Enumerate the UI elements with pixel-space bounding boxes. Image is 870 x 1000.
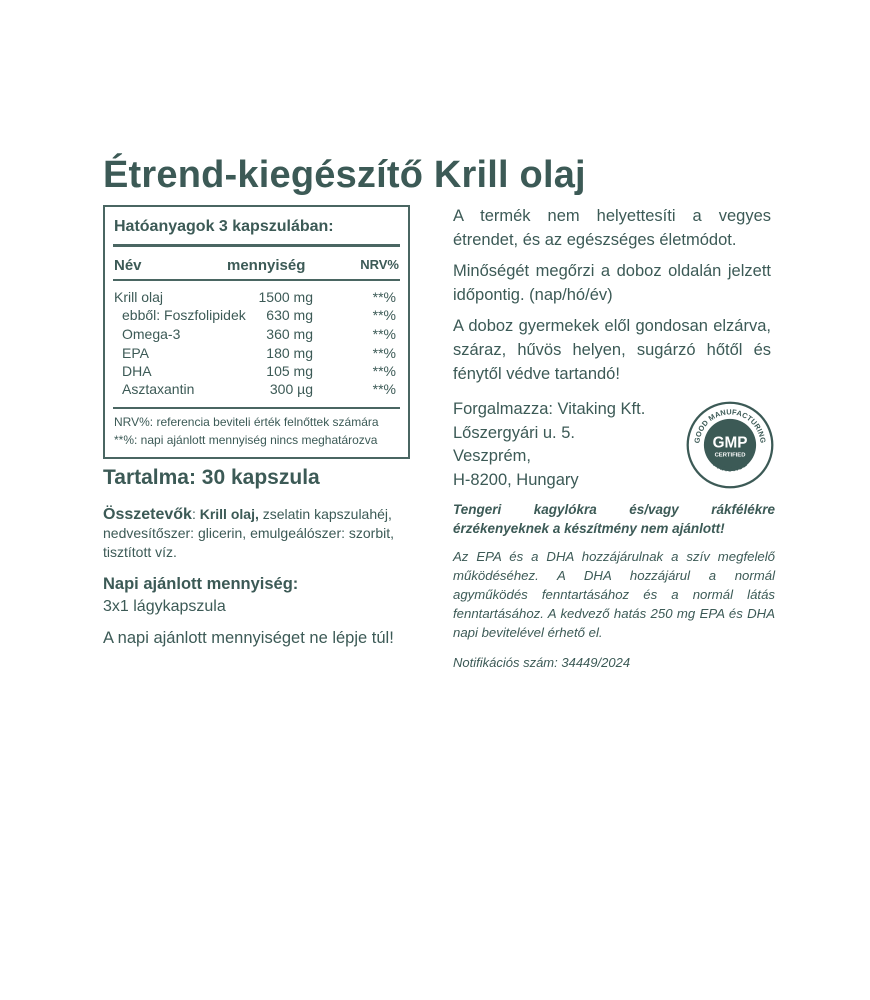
table-rule-header	[113, 279, 400, 281]
row-amount: 180 mg	[266, 345, 313, 361]
gmp-sub-text: CERTIFIED	[714, 452, 746, 459]
row-name: DHA	[122, 363, 152, 379]
contents-heading: Tartalma: 30 kapszula	[103, 466, 320, 489]
nutrition-heading: Hatóanyagok 3 kapszulában:	[114, 218, 334, 235]
table-rule-top	[113, 244, 400, 247]
table-rule-bottom	[113, 407, 400, 409]
storage-notice: A doboz gyermekek elől gondosan elzárva, száraz, hűvös helyen, sugárzó hőtől és fénytől védve tartandó!	[453, 317, 771, 383]
row-amount: 300 µg	[269, 381, 313, 397]
row-nrv: **%	[372, 307, 396, 323]
gmp-badge-icon	[685, 400, 775, 490]
ingredients-label: Összetevők	[103, 506, 192, 523]
row-nrv: **%	[372, 345, 396, 361]
row-name: ebből: Foszfolipidek	[122, 307, 246, 323]
row-nrv: **%	[372, 289, 396, 305]
nutrition-column-headers	[114, 257, 399, 277]
dosage-warning: A napi ajánlott mennyiséget ne lépje túl!	[103, 629, 394, 647]
gmp-top-text: GOOD MANUFACTURING	[692, 407, 768, 444]
row-amount: 1500 mg	[258, 289, 313, 305]
nrv-undefined-footnote: **%: napi ajánlott mennyiség nincs meghatározva	[114, 433, 378, 447]
row-amount: 105 mg	[266, 363, 313, 379]
expiry-notice: Minőségét megőrzi a doboz oldalán jelzett időpontig. (nap/hó/év)	[453, 262, 771, 304]
row-name: Asztaxantin	[122, 381, 195, 397]
distributor-city: Veszprém,	[453, 447, 531, 465]
table-row	[114, 381, 399, 399]
gmp-bottom-text: PRACTICE	[711, 459, 749, 474]
row-amount: 360 mg	[266, 326, 313, 342]
dosage-heading: Napi ajánlott mennyiség:	[103, 575, 299, 593]
product-title: Étrend-kiegészítő Krill olaj	[103, 154, 586, 196]
table-row	[114, 363, 399, 381]
column-amount: mennyiség	[227, 257, 306, 274]
notification-number: Notifikációs szám: 34449/2024	[453, 655, 631, 670]
ingredients-highlight: Krill olaj,	[199, 506, 259, 522]
allergy-warning: Tengeri kagylókra és/vagy rákfélékre érzékenyeknek a készítmény nem ajánlott!	[453, 502, 775, 536]
row-name: EPA	[122, 345, 149, 361]
row-nrv: **%	[372, 363, 396, 379]
row-name: Omega-3	[122, 326, 181, 342]
ingredients-text: zselatin kapszulahéj, nedvesítőszer: glicerin, emulgeálószer: szorbit, tisztított víz.	[103, 506, 395, 560]
ingredients-colon: :	[191, 506, 200, 522]
row-name: Krill olaj	[114, 289, 164, 305]
left-column	[103, 205, 421, 459]
row-nrv: **%	[372, 381, 396, 397]
table-row	[114, 307, 399, 325]
nutrition-table	[103, 205, 410, 459]
table-row	[114, 345, 399, 363]
table-row	[114, 326, 399, 344]
row-nrv: **%	[372, 326, 396, 342]
row-amount: 630 mg	[266, 307, 313, 323]
table-row	[114, 289, 399, 307]
distributor-name: Forgalmazza: Vitaking Kft.	[453, 400, 646, 418]
nrv-footnote: NRV%: referencia beviteli érték felnőttek számára	[114, 415, 379, 429]
column-nrv: NRV%	[360, 257, 399, 272]
distributor-postcode: H-8200, Hungary	[453, 470, 579, 489]
dosage-value: 3x1 lágykapszula	[103, 598, 226, 615]
diet-notice: A termék nem helyettesíti a vegyes étrendet, és az egészséges életmódot.	[453, 207, 771, 249]
gmp-main-text: GMP	[712, 434, 748, 452]
health-claim: Az EPA és a DHA hozzájárulnak a szív megfelelő működéséhez. A DHA hozzájárul a normál agyműködés fenntartásához és a normál látás fenntartásához. A kedvező hatás 250 mg EPA és DHA napi bevitelével érhető el.	[453, 549, 775, 640]
distributor-street: Lőszergyári u. 5.	[453, 423, 575, 442]
ingredients-paragraph	[103, 505, 421, 562]
distributor-block	[453, 398, 645, 492]
column-name: Név	[114, 257, 142, 274]
